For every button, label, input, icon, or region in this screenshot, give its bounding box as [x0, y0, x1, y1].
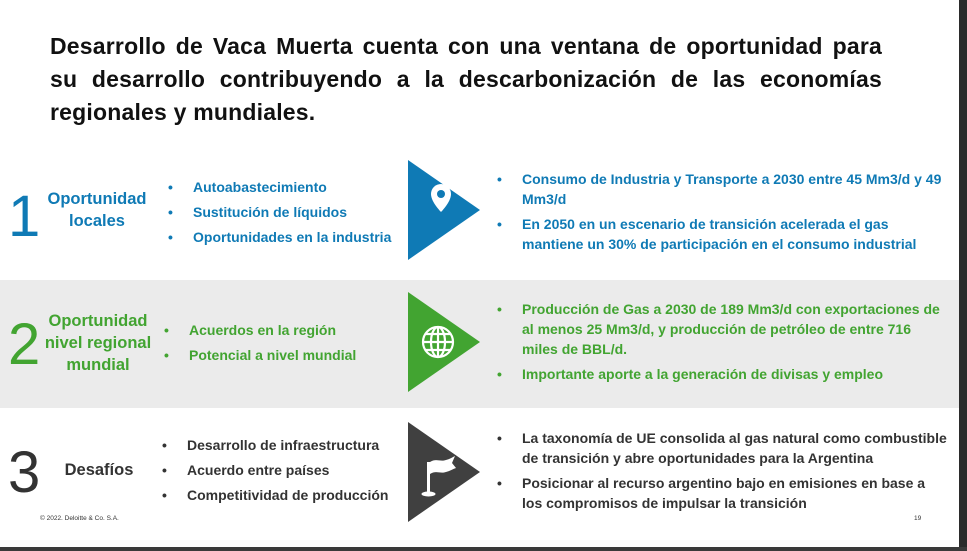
list-item-text: Desarrollo de infraestructura: [187, 437, 380, 453]
bullet-icon: •: [168, 229, 173, 245]
list-item: [168, 227, 391, 247]
bullet-icon: •: [168, 204, 173, 220]
list-item-text: Autoabastecimiento: [193, 179, 327, 195]
page-number: 19: [914, 515, 922, 522]
bullet-icon: •: [497, 216, 502, 232]
row-number: 2: [8, 312, 41, 377]
bullet-icon: •: [497, 366, 502, 382]
row-desafios: [0, 410, 959, 530]
row-label: Oportunidad locales: [47, 190, 147, 230]
list-item: [162, 485, 388, 505]
list-item-text: Acuerdo entre países: [187, 462, 330, 478]
list-item-text: Sustitución de líquidos: [193, 204, 347, 220]
row-label: Desafíos: [64, 461, 134, 479]
detail-item: [497, 299, 947, 359]
arrow-triangle: [408, 292, 480, 392]
item-list: [168, 177, 391, 252]
bullet-icon: •: [162, 487, 167, 503]
item-list: [162, 435, 388, 510]
list-item-text: Acuerdos en la región: [189, 322, 337, 338]
detail-item-text: Importante aporte a la generación de divisas y empleo: [522, 366, 884, 382]
detail-list: [497, 299, 947, 389]
bullet-icon: •: [497, 475, 502, 491]
location-pin-icon: [408, 160, 480, 260]
list-item-text: Oportunidades en la industria: [193, 229, 392, 245]
footer-copyright: © 2022. Deloitte & Co. S.A.: [40, 515, 119, 522]
detail-item-text: Consumo de Industria y Transporte a 2030 entre 45 Mm3/d y 49 Mm3/d: [522, 171, 942, 207]
detail-item-text: La taxonomía de UE consolida al gas natural como combustible de transición y abre oportunidades para la Argentina: [522, 430, 947, 466]
bullet-icon: •: [164, 322, 169, 338]
detail-item-text: En 2050 en un escenario de transición acelerada el gas mantiene un 30% de participación en el consumo industrial: [522, 216, 917, 252]
list-item: [164, 320, 356, 340]
row-number: 3: [8, 440, 41, 505]
row-label: Oportunidad nivel regional mundial: [44, 312, 152, 374]
bullet-icon: •: [162, 462, 167, 478]
list-item: [168, 177, 391, 197]
arrow-triangle: [408, 422, 480, 522]
detail-item: [497, 428, 947, 468]
list-item: [162, 435, 388, 455]
list-item-text: Competitividad de producción: [187, 487, 389, 503]
window-frame-right: [959, 0, 967, 551]
window-frame-bottom: [0, 547, 967, 551]
list-item: [164, 345, 356, 365]
row-number: 1: [8, 184, 41, 249]
row-oportunidad-locales: [0, 152, 959, 278]
list-item-text: Potencial a nivel mundial: [189, 347, 357, 363]
detail-list: [497, 428, 947, 518]
bullet-icon: •: [497, 301, 502, 317]
list-item: [168, 202, 391, 222]
detail-item-text: Producción de Gas a 2030 de 189 Mm3/d con exportaciones de al menos 25 Mm3/d, y producción de petróleo de entre 716 miles de BBL/d.: [522, 301, 940, 357]
bullet-icon: •: [164, 347, 169, 363]
detail-item: [497, 214, 947, 254]
detail-item: [497, 169, 947, 209]
item-list: [164, 320, 356, 370]
detail-item: [497, 364, 947, 384]
arrow-triangle: [408, 160, 480, 260]
detail-item-text: Posicionar al recurso argentino bajo en emisiones en base a los compromisos de impulsar la transición: [522, 475, 926, 511]
bullet-icon: •: [497, 171, 502, 187]
globe-icon: [408, 292, 480, 392]
flag-icon: [408, 422, 480, 522]
detail-item: [497, 473, 947, 513]
detail-list: [497, 169, 947, 259]
slide-title: Desarrollo de Vaca Muerta cuenta con una ventana de oportunidad para su desarrollo contribuyendo a la descarbonización de las economías regionales y mundiales.: [50, 33, 882, 125]
bullet-icon: •: [162, 437, 167, 453]
row-oportunidad-regional: [0, 280, 959, 408]
bullet-icon: •: [497, 430, 502, 446]
list-item: [162, 460, 388, 480]
bullet-icon: •: [168, 179, 173, 195]
